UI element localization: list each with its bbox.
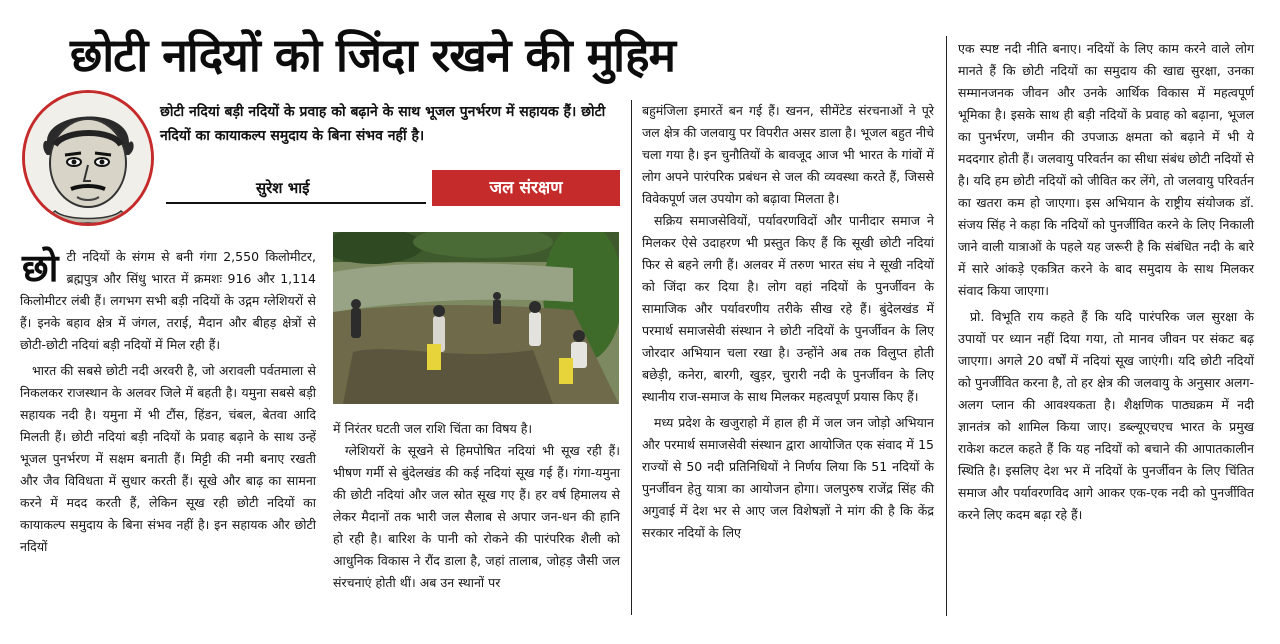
article-paragraph: एक स्पष्ट नदी नीति बनाए। नदियों के लिए काम करने वाले लोग मानते हैं कि छोटी नदियों का समुदाय की खाद्य सुरक्षा, उनका सम्मानजनक जीवन और उनके आर्थिक विकास में महत्वपूर्ण भूमिका है। इसके साथ ही बड़ी नदियों के प्रवाह को बढ़ाना, भूजल का पुनर्भरण, जमीन की उपजाऊ क्षमता को बढ़ाने में भी ये मददगार होती हैं। जलवायु परिवर्तन का सीधा संबंध छोटी नदियों से है। यदि हम छोटी नदियों को जीवित कर लेंगे, तो जलवायु परिवर्तन का खतरा कम हो जाएगा। इस अभियान के राष्ट्रीय संयोजक डॉ. संजय सिंह ने कहा कि नदियों को पुनर्जीवित करने के लिए निकाली जाने वाली यात्राओं के पहले यह जरूरी है कि संबंधित नदी के बारे में सारे आंकड़े एकत्रित करने के बाद समुदाय के साथ मिलकर संवाद किया जाएगा। [958,41,1254,298]
drop-cap: छो [22,246,59,290]
article-column-1 [20,246,316,558]
paragraph-text: टी नदियों के संगम से बनी गंगा 2,550 किलोमीटर, ब्रह्मपुत्र और सिंधु भारत में क्रमशः 916 और 1,114 किलोमीटर लंबी हैं। लगभग सभी बड़ी नदियों के उद्गम ग्लेशियरों से हैं। इनके बहाव क्षेत्र में जंगल, तराई, मैदान और बीहड़ क्षेत्रों से छोटी-छोटी नदियां बड़ी नदियों में मिल रही हैं। [20,249,316,352]
article-column-2 [333,418,620,594]
article-paragraph [20,246,316,356]
article-paragraph: सक्रिय समाजसेवियों, पर्यावरणविदों और पानीदार समाज ने मिलकर ऐसे उदाहरण भी प्रस्तुत किए हैं कि सूखी छोटी नदियां फिर से बहने लगी हैं। अलवर में तरुण भारत संघ ने सूखी नदियों को जिंदा कर दिया है। लोग वहां नदियों के पुनर्जीवन के सामाजिक और पर्यावरणीय तरीके सीख रहे हैं। बुंदेलखंड में परमार्थ समाजसेवी संस्थान ने छोटी नदियों के पुनर्जीवन के लिए जोरदार अभियान चला रखा है। उन्होंने अब तक विलुप्त होती बछेड़ी, कनेरा, बारगी, खुड़र, चुरारी नदी के पुनर्जीवन के लिए स्थानीय राज-समाज के साथ मिलकर महत्वपूर्ण प्रयास किए हैं। [642,213,934,404]
article-headline: छोटी नदियों को जिंदा रखने की मुहिम [70,28,676,82]
author-byline [166,176,426,204]
riverbed-cleanup-photo [333,232,619,404]
author-name: सुरेश भाई [256,179,310,197]
article-intro: छोटी नदियां बड़ी नदियों के प्रवाह को बढ़ाने के साथ भूजल पुनर्भरण में सहायक हैं। छोटी नदियों का कायाकल्प समुदाय के बिना संभव नहीं है। [160,104,606,144]
column-divider [631,100,632,615]
author-portrait [22,90,154,226]
category-tag: जल संरक्षण [432,170,620,206]
article-photo [333,232,619,404]
article-paragraph: मध्य प्रदेश के खजुराहो में हाल ही में जल जन जोड़ो अभियान और परमार्थ समाजसेवी संस्थान द्वारा आयोजित एक संवाद में 15 राज्यों से 50 नदी प्रतिनिधियों ने निर्णय लिया कि 51 नदियों के पुनर्जीवन हेतु यात्रा का आयोजन होगा। जलपुरुष राजेंद्र सिंह की अगुवाई में देश भर से आए जल विशेषज्ञों ने मांग की है कि केंद्र सरकार नदियों के लिए [642,415,934,540]
article-paragraph: प्रो. विभूति राय कहते हैं कि यदि पारंपरिक जल सुरक्षा के उपायों पर ध्यान नहीं दिया गया, तो मानव जीवन पर संकट बढ़ जाएगा। अगले 20 वर्षों में नदियां सूख जाएंगी। यदि छोटी नदियों को पुनर्जीवित करना है, तो हर क्षेत्र की जलवायु के अनुसार अलग-अलग प्लान की आवश्यकता है। शैक्षणिक पाठ्यक्रम में नदी ज्ञानतंत्र को शामिल किया जाए। डब्ल्यूएचएच भारत के प्रमुख राकेश कटल कहते हैं कि यह नदियों को बचाने की आपातकालीन स्थिति है। इसलिए देश भर में नदियों के पुनर्जीवन के लिए चिंतित समाज और पर्यावरणविद आगे आकर एक-एक नदी को पुनर्जीवित करने लिए कदम बढ़ा रहे हैं। [958,309,1254,522]
article-column-3 [642,100,934,544]
article-paragraph: बहुमंजिला इमारतें बन गई हैं। खनन, सीमेंटेड संरचनाओं ने पूरे जल क्षेत्र की जलवायु पर विपरीत असर डाला है। भूजल बहुत नीचे चला गया है। इन चुनौतियों के बावजूद आज भी भारत के गांवों में लोग अपने पारंपरिक प्रबंधन से जल की व्यवस्था करते हैं, जिससे विवेकपूर्ण जल उपयोग को बढ़ावा मिलता है। [642,103,934,206]
article-column-4 [958,38,1254,526]
author-sketch-image [25,93,151,223]
article-paragraph: ग्लेशियरों के सूखने से हिमपोषित नदियां भी सूख रही हैं। भीषण गर्मी से बुंदेलखंड की कई नदियां सूख गई हैं। गंगा-यमुना की छोटी नदियां और जल स्रोत सूख गए हैं। हर वर्ष हिमालय से लेकर मैदानों तक भारी जल सैलाब से अपार जन-धन की हानि हो रही है। बारिश के पानी को रोकने की पारंपरिक शैली को आधुनिक विकास ने रौंद डाला है, जहां तालाब, जोहड़ जैसी जल संरचनाएं होती थीं। अब उन स्थानों पर [333,443,620,590]
article-paragraph: भारत की सबसे छोटी नदी अरवरी है, जो अरावली पर्वतमाला से निकलकर राजस्थान के अलवर जिले में बहती है। यमुना सबसे बड़ी सहायक नदी है। यमुना में भी टौंस, हिंडन, चंबल, बेतवा आदि मिलती हैं। छोटी नदियां बड़ी नदियों के प्रवाह बढ़ाने के साथ उन्हें भूजल पुनर्भरण में सक्षम बनाती हैं। मिट्टी की नमी बनाए रखती और जैव विविधता में सुधार करती हैं। सूखे और बाढ़ का सामना करने में मदद करती हैं, लेकिन सूख रही छोटी नदियों का कायाकल्प समुदाय के बिना संभव नहीं है। इन सहायक और छोटी नदियों [20,363,316,554]
column-divider [946,36,947,616]
article-paragraph: में निरंतर घटती जल राशि चिंता का विषय है। [333,421,533,436]
